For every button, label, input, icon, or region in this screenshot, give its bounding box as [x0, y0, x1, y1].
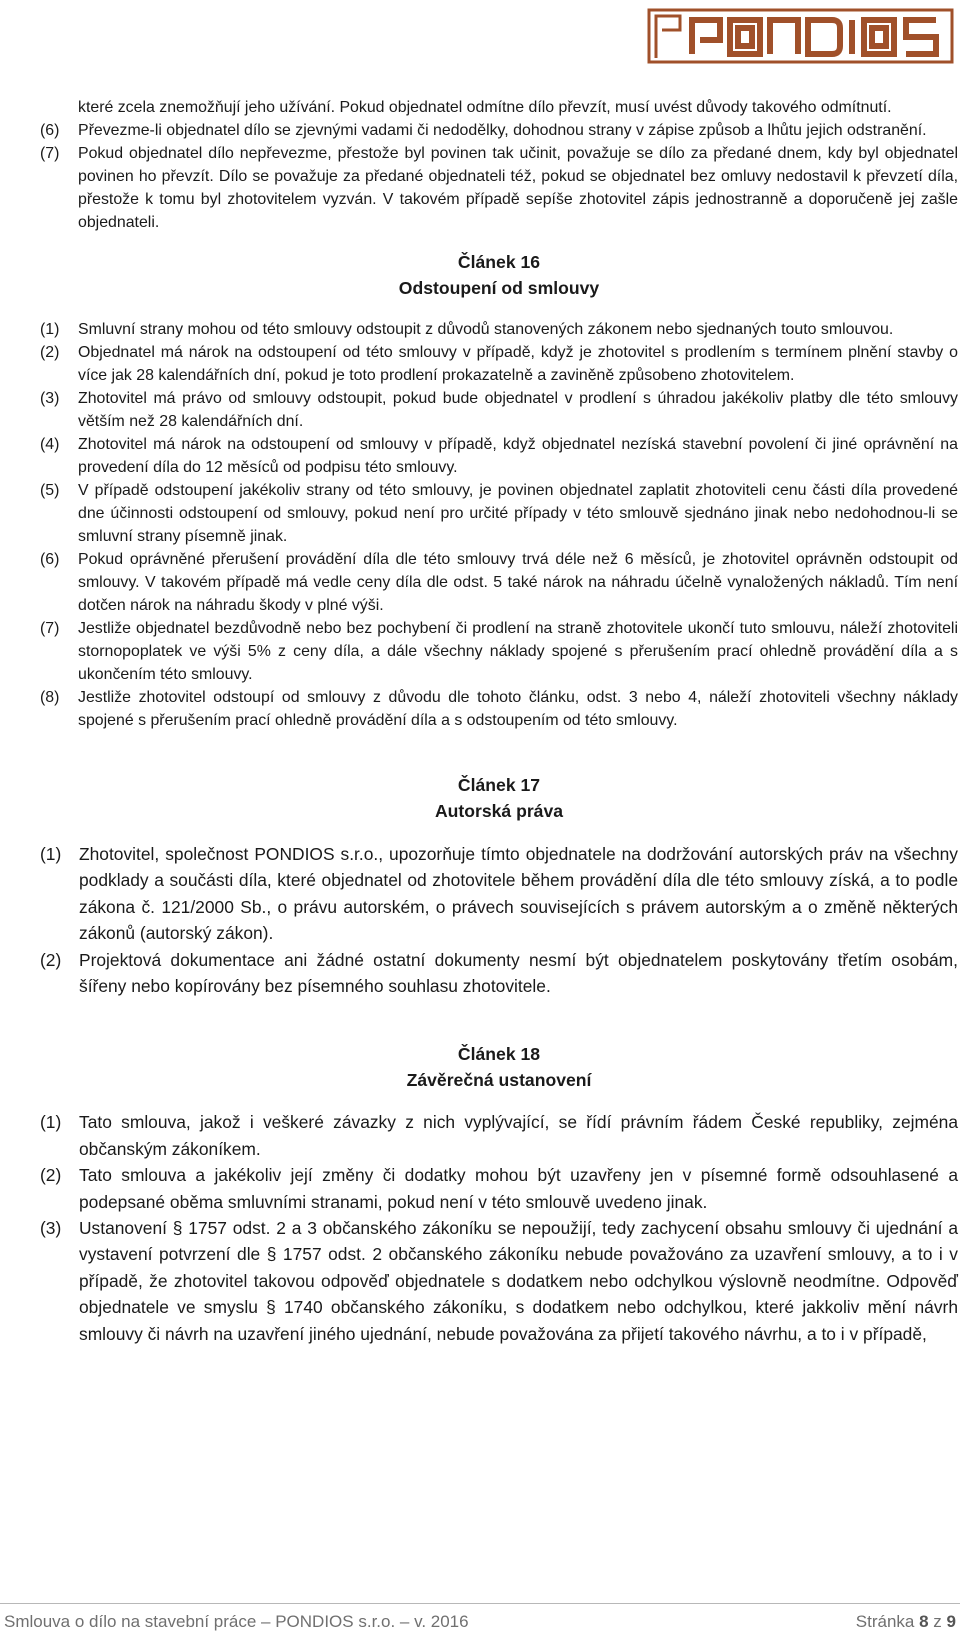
paragraph-text: Zhotovitel, společnost PONDIOS s.r.o., upozorňuje tímto objednatele na dodržování autorských práv na všechny podklady a součásti díla, které objednatel od zhotovitele během provádění díla dle této smlouvy získá, a to podle zákona č. 121/2000 Sb., o právu autorském, o právech souvisejících s právem autorským a o změně některých zákonů (autorský zákon).	[79, 844, 958, 944]
paragraph-number: (4)	[40, 436, 60, 453]
paragraph	[40, 617, 958, 686]
paragraph-number: (5)	[40, 482, 60, 499]
article-16-body	[40, 318, 958, 732]
article-18-body	[40, 1109, 958, 1347]
article-18-heading	[40, 1041, 958, 1093]
paragraph-text: Objednatel má nárok na odstoupení od této smlouvy v případě, když je zhotovitel s prodlením s termínem plnění stavby o více jak 28 kalendářních dní, pokud je toto prodlení prokazatelně a zaviněně způsobeno zhotovitelem.	[78, 344, 958, 384]
paragraph	[40, 142, 958, 234]
page-total: 9	[946, 1612, 956, 1631]
article-title: Článek 17	[457, 775, 541, 795]
paragraph-text: Zhotovitel má právo od smlouvy odstoupit, pokud bude objednatel v prodlení s úhradou jakékoliv platby dle této smlouvy větším než 28 kalendářních dní.	[78, 390, 958, 430]
intro-section	[40, 96, 958, 234]
footer-document-title: Smlouva o dílo na stavební práce – PONDIOS s.r.o. – v. 2016	[4, 1612, 469, 1631]
paragraph-text: Převezme-li objednatel dílo se zjevnými vadami či nedodělky, dohodnou strany v zápise způsob a lhůtu jejich odstranění.	[78, 122, 927, 139]
paragraph	[40, 1215, 958, 1347]
paragraph-number: (7)	[40, 145, 60, 162]
paragraph	[40, 947, 958, 1000]
paragraph-number: (7)	[40, 620, 60, 637]
paragraph-text: Projektová dokumentace ani žádné ostatní dokumenty nesmí být objednatelem poskytovány třetím osobám, šířeny nebo kopírovány bez písemného souhlasu zhotovitele.	[79, 949, 958, 997]
paragraph-number: (8)	[40, 689, 60, 706]
paragraph-text: Ustanovení § 1757 odst. 2 a 3 občanského zákoníku se nepoužijí, tedy zachycení obsahu smlouvy či ujednání a vystavení potvrzení dle § 1757 odst. 2 občanského zákoníku nebude považováno za uzavření smlouvy, a to i v případě, že zhotovitel takovou odpověď objednatele s dodatkem nebo odchylkou výslovně neodmítne. Odpověď objednatele ve smyslu § 1740 občanského zákoníku, s dodatkem nebo odchylkou, které jakkoliv mění návrh smlouvy či návrh na uzavření jiného ujednání, nebude považována za přijetí takového návrhu, a to i v případě,	[79, 1218, 958, 1344]
paragraph-number: (1)	[40, 321, 60, 338]
paragraph	[40, 387, 958, 433]
paragraph-text: které zcela znemožňují jeho užívání. Pokud objednatel odmítne dílo převzít, musí uvést důvody takového odmítnutí.	[78, 99, 892, 116]
paragraph	[40, 841, 958, 947]
page-footer	[0, 1603, 960, 1634]
paragraph-text: Pokud oprávněné přerušení provádění díla dle této smlouvy trvá déle než 6 měsíců, je zhotovitel oprávněn odstoupit od smlouvy. V takovém případě má vedle ceny díla dle odst. 5 také nárok na náhradu účelně vynaložených nákladů. Tím není dotčen nárok na náhradu škody v plné výši.	[78, 551, 958, 614]
paragraph	[40, 1162, 958, 1215]
paragraph-continuation	[40, 96, 958, 119]
paragraph-text: Zhotovitel má nárok na odstoupení od smlouvy v případě, když objednatel nezíská stavební povolení či jiné oprávnění na provedení díla do 12 měsíců od podpisu této smlouvy.	[78, 436, 958, 476]
logo-letters	[692, 20, 936, 54]
paragraph-number: (3)	[40, 390, 60, 407]
paragraph	[40, 686, 958, 732]
article-subtitle: Závěrečná ustanovení	[406, 1070, 592, 1091]
article-17-body	[40, 841, 958, 999]
paragraph-number	[40, 96, 78, 119]
article-title: Článek 16	[457, 252, 541, 272]
paragraph-number: (3)	[40, 1218, 62, 1239]
paragraph-number: (1)	[40, 1112, 62, 1133]
paragraph-number: (6)	[40, 551, 60, 568]
paragraph-number: (6)	[40, 122, 60, 139]
paragraph-text: Smluvní strany mohou od této smlouvy odstoupit z důvodů stanovených zákonem nebo sjednaných touto smlouvou.	[78, 321, 894, 338]
paragraph	[40, 341, 958, 387]
paragraph-text: Jestliže zhotovitel odstoupí od smlouvy z důvodu dle tohoto článku, odst. 3 nebo 4, náleží zhotoviteli všechny náklady spojené s přerušením prací ohledně provádění díla a s odstoupením od této smlouvy.	[78, 689, 958, 729]
article-subtitle: Autorská práva	[434, 801, 564, 821]
paragraph	[40, 318, 958, 341]
pondios-logo	[646, 6, 956, 66]
article-17-heading	[40, 772, 958, 824]
page-number	[856, 1612, 956, 1632]
paragraph-number: (1)	[40, 844, 62, 864]
paragraph	[40, 548, 958, 617]
paragraph-number: (2)	[40, 344, 60, 361]
paragraph-number: (2)	[40, 949, 62, 970]
page-of: z	[933, 1612, 942, 1631]
paragraph	[40, 433, 958, 479]
paragraph	[40, 119, 958, 142]
article-16-heading	[40, 249, 958, 301]
paragraph-text: V případě odstoupení jakékoliv strany od této smlouvy, je povinen objednatel zaplatit zhotoviteli cenu části díla provedené dne účinnosti odstoupení od smlouvy, pokud není pro určité případy v této smlouvě sjednáno jinak nebo nedohodnou-li se smluvní strany písemně jinak.	[78, 482, 958, 545]
paragraph-text: Tato smlouva, jakož i veškeré závazky z nich vyplývající, se řídí právním řádem České republiky, zejména občanským zákoníkem.	[79, 1112, 958, 1159]
article-subtitle: Odstoupení od smlouvy	[398, 278, 600, 298]
paragraph	[40, 1109, 958, 1162]
page-current: 8	[919, 1612, 929, 1631]
document-body	[40, 96, 958, 1347]
paragraph-text: Pokud objednatel dílo nepřevezme, přestože byl povinen tak učinit, považuje se dílo za předané dnem, kdy byl objednatel povinen ho převzít. Dílo se považuje za předané objednateli též, pokud se objednatel bez omluvy nedostavil k převzetí díla, přestože k tomu byl zhotovitelem vyzván. V takovém případě sepíše zhotovitel zápis jednostranně a doporučeně jej zašle objednateli.	[78, 145, 958, 231]
paragraph-text: Tato smlouva a jakékoliv její změny či dodatky mohou být uzavřeny jen v písemné formě odsouhlasené a podepsané oběma smluvními stranami, pokud není v této smlouvě uvedeno jinak.	[79, 1165, 958, 1212]
paragraph-text: Jestliže objednatel bezdůvodně nebo bez pochybení či prodlení na straně zhotovitele ukončí tuto smlouvu, náleží zhotoviteli stornopoplatek ve výši 5% z ceny díla, a dále všechny náklady spojené s přerušením prací ohledně provádění díla a s ukončením této smlouvy.	[78, 620, 958, 683]
page-label: Stránka	[855, 1612, 915, 1631]
paragraph	[40, 479, 958, 548]
paragraph-number: (2)	[40, 1165, 62, 1186]
article-title: Článek 18	[457, 1044, 541, 1065]
